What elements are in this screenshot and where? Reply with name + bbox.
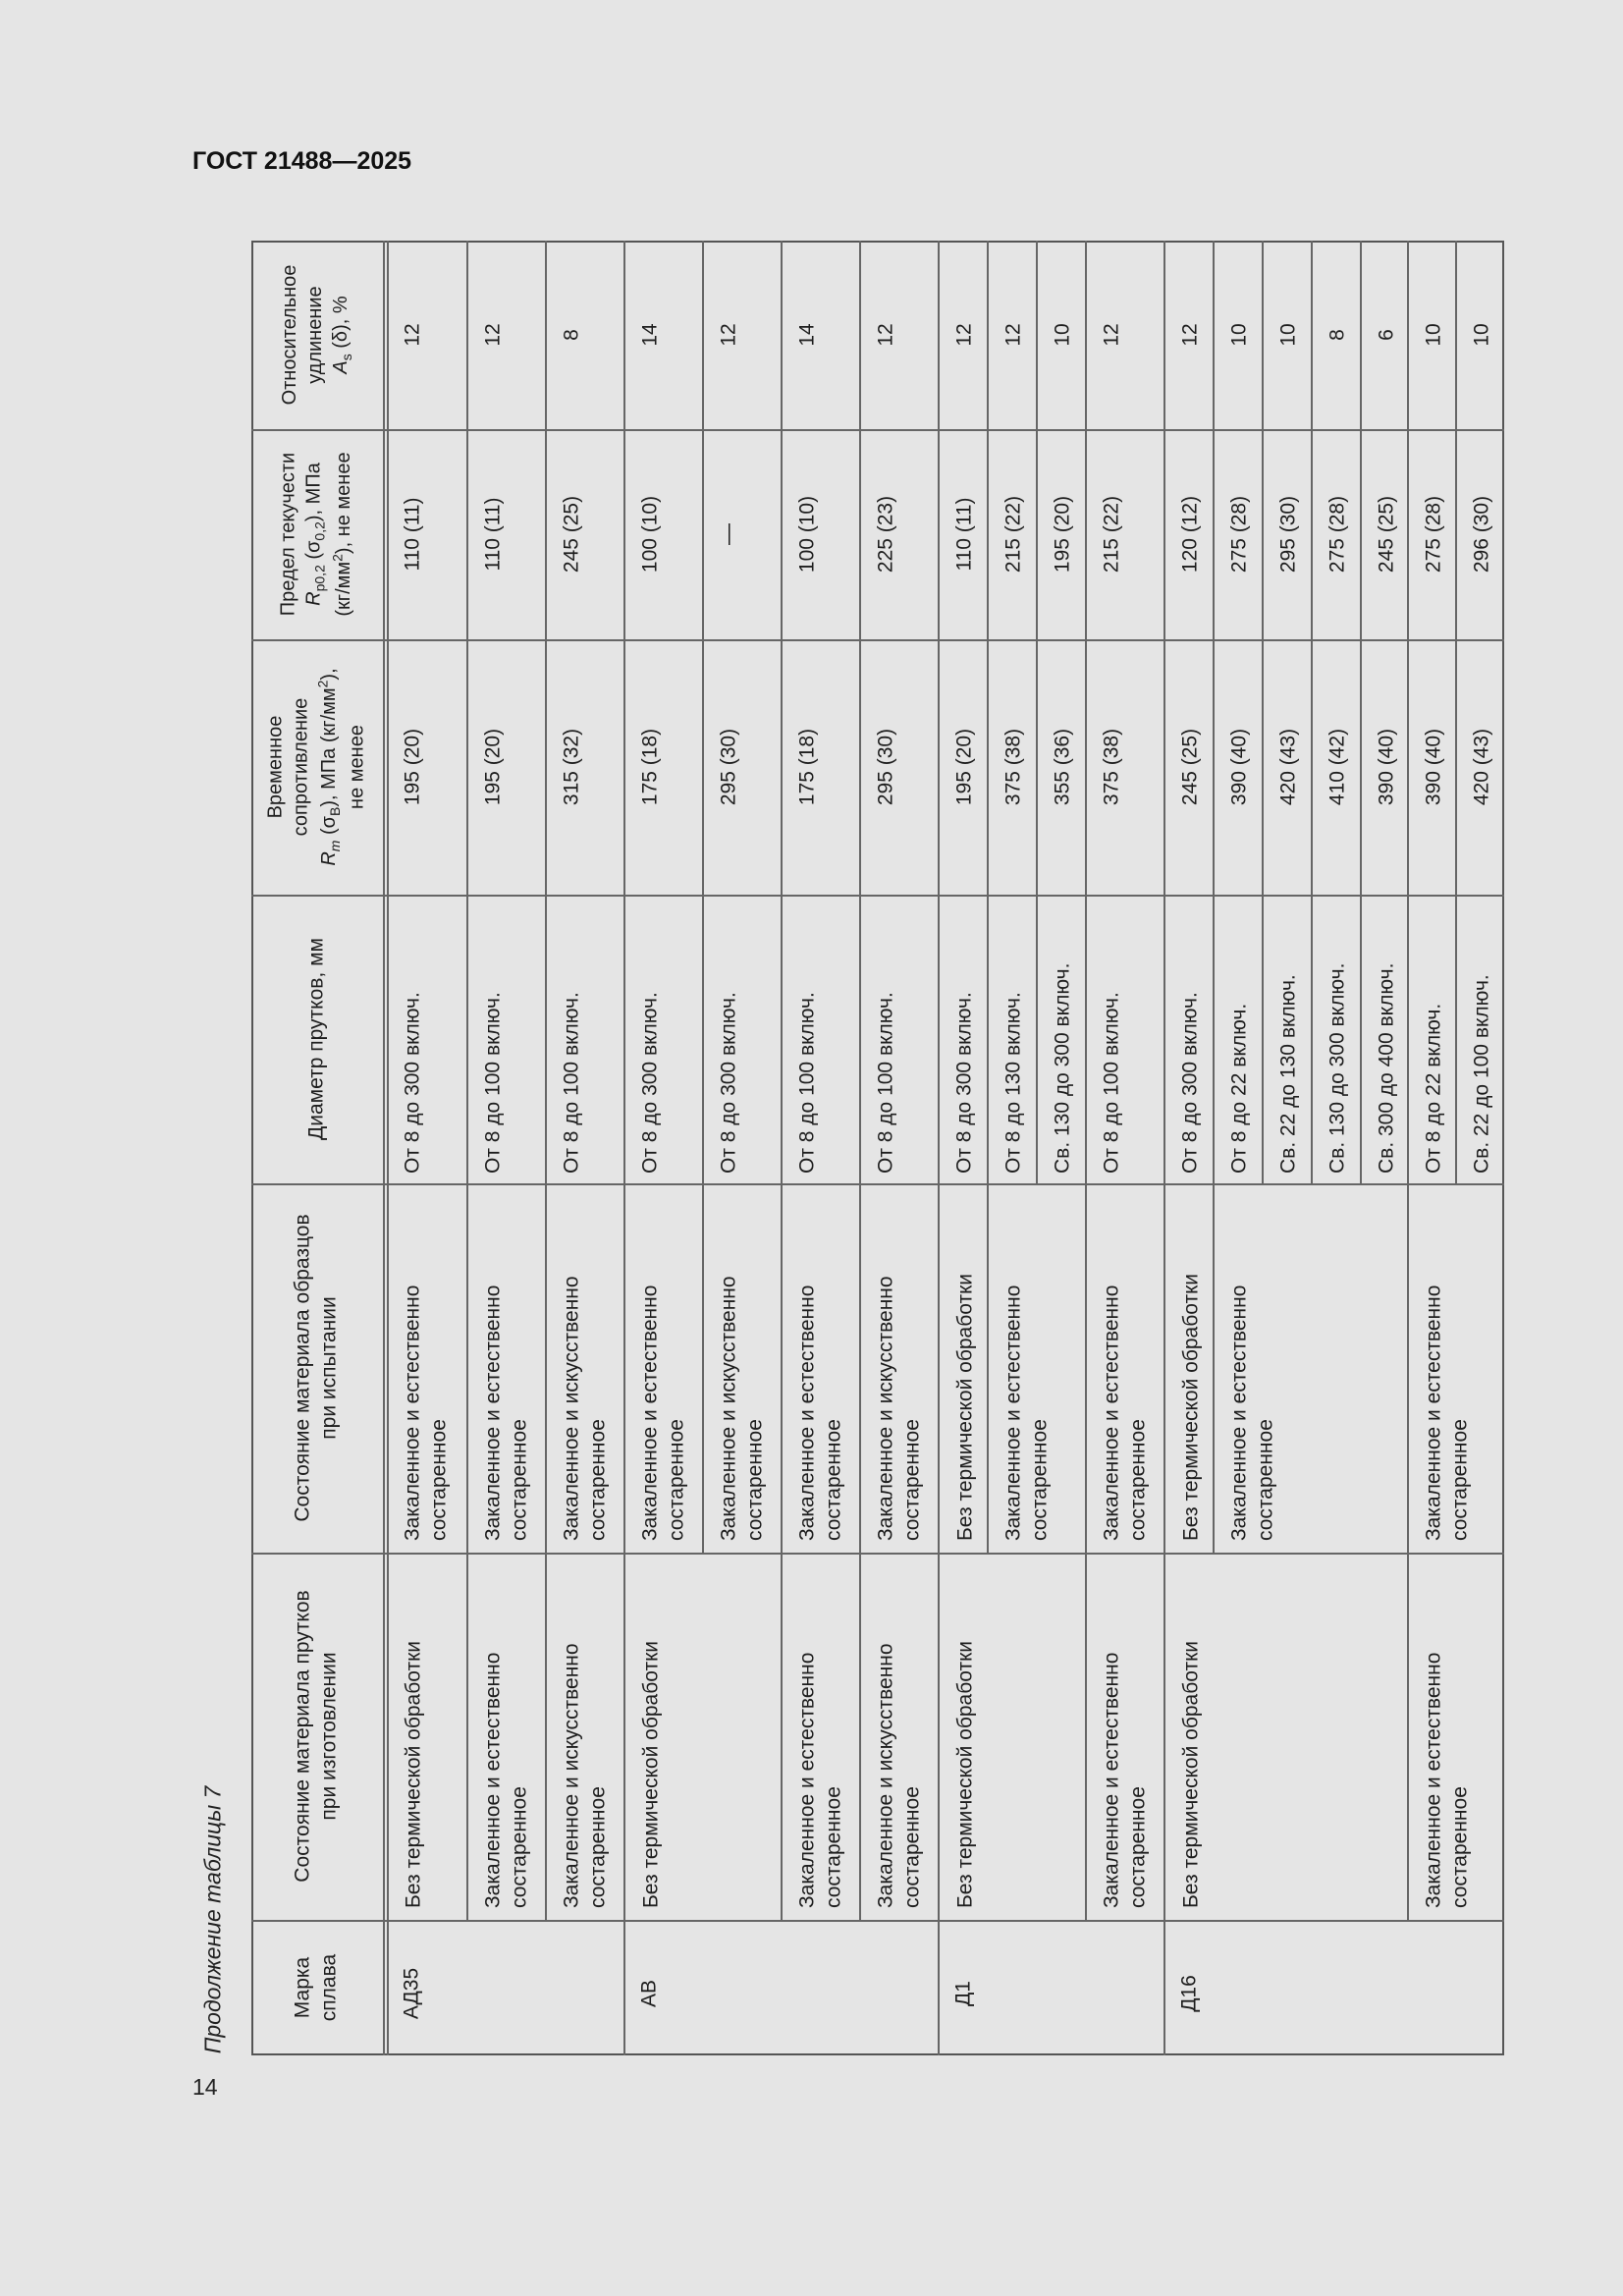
grid-line-vertical: [1085, 639, 1087, 895]
cell-tensile: 420 (43): [1470, 728, 1493, 806]
cell-diameter: От 8 до 100 включ.: [1100, 992, 1123, 1174]
header-tensile-line1: Временное: [264, 715, 287, 819]
grid-line-vertical: [545, 429, 547, 639]
grid-line-vertical: [859, 895, 861, 1183]
grid-line-vertical: [1311, 241, 1313, 429]
header-grade: Марка сплава: [291, 1953, 341, 2022]
grid-line-vertical: [1213, 241, 1215, 429]
grid-line-vertical: [781, 1553, 783, 1920]
cell-elongation: 8: [1325, 329, 1349, 341]
cell-tensile: 390 (40): [1227, 728, 1251, 806]
grid-line-vertical: [1085, 429, 1087, 639]
cell-yield: 225 (23): [874, 495, 897, 574]
header-yield-tail2: ), МПа: [302, 463, 325, 522]
grid-line-horizontal: [251, 1920, 1504, 1922]
grid-line-vertical: [1036, 241, 1038, 429]
grid-line-vertical: [938, 241, 940, 429]
cell-manufacture-state: Закаленное и искусственно состаренное: [874, 1643, 924, 1908]
grid-line-vertical: [1163, 1553, 1165, 1920]
cell-sample-state: Закаленное и естественно состаренное: [795, 1285, 845, 1541]
grid-line-vertical: [1407, 895, 1409, 1183]
header-tensile-line2: сопротивление: [290, 697, 312, 837]
grid-line-horizontal: [251, 639, 1504, 641]
cell-tensile: 410 (42): [1325, 728, 1349, 806]
cell-yield: 110 (11): [401, 497, 424, 572]
grid-line-vertical: [623, 1920, 625, 2055]
grid-line-vertical: [1455, 639, 1457, 895]
grid-line-horizontal: [251, 895, 1504, 897]
cell-sample-state: Без термической обработки: [952, 1273, 976, 1541]
cell-elongation: 10: [1227, 323, 1251, 347]
cell-sample-state: Закаленное и естественно состаренное: [1422, 1285, 1472, 1541]
grid-line-vertical: [1213, 429, 1215, 639]
cell-diameter: Св. 130 до 300 включ.: [1325, 962, 1349, 1174]
cell-yield: 245 (25): [1375, 495, 1398, 574]
cell-diameter: Св. 22 до 130 включ.: [1276, 974, 1300, 1174]
grid-line-vertical: [1360, 895, 1362, 1183]
cell-tensile: 175 (18): [795, 728, 819, 806]
cell-manufacture-state: Без термической обработки: [401, 1640, 424, 1908]
header-tensile-sub: m: [327, 840, 344, 852]
grid-line-vertical: [1407, 1183, 1409, 1553]
grid-line-vertical: [987, 429, 989, 639]
cell-tensile: 315 (32): [560, 728, 583, 806]
grid-line-vertical: [702, 429, 704, 639]
grade-label: АВ: [637, 1979, 661, 2008]
cell-elongation: 6: [1375, 329, 1398, 341]
header-yield-line3-tail: ), не менее: [333, 452, 355, 555]
header-yield-tail: (σ: [302, 540, 325, 566]
cell-diameter: От 8 до 100 включ.: [481, 992, 505, 1174]
grid-line-vertical: [987, 1183, 989, 1553]
grid-line-vertical: [781, 639, 783, 895]
grid-line-vertical: [1163, 241, 1165, 429]
cell-diameter: От 8 до 300 включ.: [638, 992, 662, 1174]
cell-yield: 110 (11): [481, 497, 505, 572]
grid-line-vertical: [1085, 241, 1087, 429]
cell-yield: 110 (11): [952, 497, 976, 572]
cell-sample-state: Без термической обработки: [1178, 1273, 1202, 1541]
cell-manufacture-state: Закаленное и естественно состаренное: [1422, 1652, 1472, 1908]
header-yield-sub: p0,2: [311, 565, 328, 592]
cell-yield: 245 (25): [560, 495, 583, 574]
header-yield-line3: (кг/мм: [333, 561, 355, 617]
cell-diameter: От 8 до 130 включ.: [1001, 992, 1025, 1174]
cell-yield: 120 (12): [1178, 495, 1202, 574]
cell-tensile: 295 (30): [717, 728, 740, 806]
grid-line-vertical: [1036, 429, 1038, 639]
grid-line-vertical: [938, 429, 940, 639]
cell-manufacture-state: Без термической обработки: [952, 1640, 976, 1908]
grid-line-horizontal: [251, 429, 1504, 431]
cell-elongation: 10: [1051, 323, 1074, 347]
grade-label: АД35: [400, 1967, 423, 2020]
cell-elongation: 10: [1422, 323, 1445, 347]
cell-diameter: От 8 до 300 включ.: [1178, 992, 1202, 1174]
grid-line-vertical: [702, 895, 704, 1183]
cell-diameter: От 8 до 22 включ.: [1422, 1003, 1445, 1174]
cell-tensile: 390 (40): [1422, 728, 1445, 806]
cell-sample-state: Закаленное и естественно состаренное: [1100, 1285, 1150, 1541]
grid-line-vertical: [781, 241, 783, 429]
grid-line-vertical: [1262, 241, 1264, 429]
header-yield-symbol: R: [302, 591, 325, 606]
grid-line-vertical: [545, 1183, 547, 1553]
cell-diameter: От 8 до 22 включ.: [1227, 1003, 1251, 1174]
cell-diameter: От 8 до 300 включ.: [952, 992, 976, 1174]
cell-diameter: Св. 22 до 100 включ.: [1470, 974, 1493, 1174]
grid-line-vertical: [545, 895, 547, 1183]
header-yield-sup: 2: [329, 554, 346, 562]
cell-tensile: 355 (36): [1051, 728, 1074, 806]
cell-yield: 215 (22): [1100, 495, 1123, 574]
cell-elongation: 12: [481, 323, 505, 347]
grid-line-vertical: [938, 1183, 940, 1553]
grade-label: Д1: [951, 1981, 975, 2006]
cell-elongation: 8: [560, 329, 583, 341]
cell-tensile: 195 (20): [952, 728, 976, 806]
grid-line-vertical: [859, 241, 861, 429]
grid-line-vertical: [1163, 895, 1165, 1183]
grid-line-vertical: [781, 895, 783, 1183]
grid-line-vertical: [1262, 639, 1264, 895]
grid-line-vertical: [623, 1553, 625, 1920]
grid-line-vertical: [466, 639, 468, 895]
cell-elongation: 12: [1100, 323, 1123, 347]
grid-line-horizontal: [251, 1183, 1504, 1185]
grid-line-vertical: [466, 1553, 468, 1920]
grid-line-vertical: [623, 895, 625, 1183]
cell-manufacture-state: Без термической обработки: [638, 1640, 662, 1908]
cell-diameter: От 8 до 100 включ.: [795, 992, 819, 1174]
grid-line-vertical: [1262, 895, 1264, 1183]
grid-line-vertical: [623, 639, 625, 895]
grid-line-vertical: [987, 895, 989, 1183]
grid-line-vertical: [1163, 1920, 1165, 2055]
grid-line-vertical: [702, 241, 704, 429]
grid-line-vertical: [1213, 639, 1215, 895]
cell-elongation: 10: [1470, 323, 1493, 347]
cell-elongation: 12: [1178, 323, 1202, 347]
cell-elongation: 12: [952, 323, 976, 347]
grid-line-vertical: [1163, 1183, 1165, 1553]
header-tensile-tail: (σ: [318, 815, 341, 841]
grid-line-vertical: [938, 1920, 940, 2055]
grid-line-vertical: [1163, 639, 1165, 895]
grid-line-vertical: [545, 241, 547, 429]
grid-line-vertical: [987, 241, 989, 429]
grid-line-vertical: [859, 639, 861, 895]
cell-manufacture-state: Закаленное и естественно состаренное: [795, 1652, 845, 1908]
cell-elongation: 12: [717, 323, 740, 347]
grid-line-vertical: [938, 639, 940, 895]
grid-line-vertical: [702, 1183, 704, 1553]
cell-tensile: 245 (25): [1178, 728, 1202, 806]
grid-line-horizontal: [251, 1553, 1504, 1555]
cell-yield: 275 (28): [1422, 495, 1445, 574]
cell-sample-state: Закаленное и искусственно состаренное: [717, 1276, 767, 1541]
grid-line-vertical: [702, 639, 704, 895]
grid-line-vertical: [1036, 639, 1038, 895]
cell-sample-state: Закаленное и естественно состаренное: [401, 1285, 451, 1541]
cell-yield: —: [715, 523, 740, 545]
grid-line-vertical: [987, 639, 989, 895]
cell-elongation: 14: [638, 323, 662, 347]
grid-line-vertical: [383, 241, 385, 2055]
grid-line-vertical: [1360, 241, 1362, 429]
grid-line-vertical: [859, 1183, 861, 1553]
cell-tensile: 195 (20): [481, 728, 505, 806]
grid-line-vertical: [545, 639, 547, 895]
cell-tensile: 390 (40): [1375, 728, 1398, 806]
cell-tensile: 375 (38): [1100, 728, 1123, 806]
cell-elongation: 14: [795, 323, 819, 347]
header-elong-line2: удлинение: [303, 286, 326, 384]
grid-line-vertical: [1360, 639, 1362, 895]
standard-header: ГОСТ 21488—2025: [192, 147, 412, 175]
cell-sample-state: Закаленное и естественно состаренное: [638, 1285, 688, 1541]
cell-yield: 295 (30): [1276, 495, 1300, 574]
header-elong-tail: (δ), %: [329, 296, 352, 355]
cell-diameter: От 8 до 100 включ.: [560, 992, 583, 1174]
grid-line-vertical: [1455, 241, 1457, 429]
cell-manufacture-state: Без термической обработки: [1178, 1640, 1202, 1908]
grid-line-vertical: [1407, 429, 1409, 639]
grid-line-vertical: [1455, 429, 1457, 639]
cell-sample-state: Закаленное и искусственно состаренное: [874, 1276, 924, 1541]
header-elongation: [277, 242, 355, 428]
header-yield-sub2: 0,2: [311, 521, 328, 541]
grid-line-vertical: [781, 1183, 783, 1553]
grid-line-vertical: [466, 1183, 468, 1553]
grid-line-vertical: [1213, 895, 1215, 1183]
grade-label: Д16: [1177, 1975, 1201, 2012]
header-tensile-sup: 2: [314, 680, 331, 688]
cell-elongation: 12: [401, 323, 424, 347]
grid-line-vertical: [387, 241, 389, 2055]
grid-line-vertical: [781, 429, 783, 639]
header-tensile-tail3: ),: [318, 668, 341, 681]
grid-line-vertical: [466, 429, 468, 639]
header-yield: [276, 431, 357, 637]
grid-line-vertical: [623, 429, 625, 639]
grid-line-vertical: [859, 1553, 861, 1920]
header-diameter: Диаметр прутков, мм: [304, 938, 328, 1140]
grid-line-vertical: [1262, 429, 1264, 639]
header-elong-sub: s: [338, 354, 354, 361]
grid-line-vertical: [938, 895, 940, 1183]
cell-tensile: 375 (38): [1001, 728, 1025, 806]
grid-line-vertical: [545, 1553, 547, 1920]
cell-tensile: 420 (43): [1276, 728, 1300, 806]
table-continuation-caption: Продолжение таблицы 7: [199, 1785, 226, 2054]
grid-line-vertical: [1407, 639, 1409, 895]
header-tensile-line4: не менее: [346, 725, 368, 809]
cell-sample-state: Закаленное и искусственно состаренное: [560, 1276, 610, 1541]
grid-line-vertical: [1311, 639, 1313, 895]
cell-yield: 195 (20): [1051, 495, 1074, 574]
cell-diameter: От 8 до 300 включ.: [717, 992, 740, 1174]
grid-line-vertical: [938, 1553, 940, 1920]
cell-elongation: 10: [1276, 323, 1300, 347]
header-tensile-tail2: ), МПа (кг/мм: [318, 687, 341, 807]
cell-diameter: Св. 300 до 400 включ.: [1375, 962, 1398, 1174]
header-elong-symbol: A: [329, 360, 352, 374]
cell-diameter: От 8 до 300 включ.: [401, 992, 424, 1174]
cell-sample-state: Закаленное и естественно состаренное: [1227, 1285, 1277, 1541]
grid-line-vertical: [1407, 241, 1409, 429]
cell-elongation: 12: [1001, 323, 1025, 347]
cell-tensile: 295 (30): [874, 728, 897, 806]
cell-manufacture-state: Закаленное и естественно состаренное: [1100, 1652, 1150, 1908]
cell-tensile: 195 (20): [401, 728, 424, 806]
cell-yield: 275 (28): [1227, 495, 1251, 574]
cell-diameter: Св. 130 до 300 включ.: [1051, 962, 1074, 1174]
header-manufacture-state: Состояние материала прутков при изготовлении: [291, 1590, 341, 1883]
grid-line-vertical: [466, 895, 468, 1183]
header-tensile: [263, 644, 370, 890]
grid-line-vertical: [1455, 895, 1457, 1183]
cell-manufacture-state: Закаленное и искусственно состаренное: [560, 1643, 610, 1908]
grid-line-vertical: [1407, 1553, 1409, 1920]
grid-line-vertical: [859, 429, 861, 639]
grid-line-vertical: [1311, 429, 1313, 639]
cell-yield: 100 (10): [638, 495, 662, 574]
cell-yield: 100 (10): [795, 495, 819, 574]
header-yield-line1: Предел текучести: [277, 452, 299, 617]
page-number: 14: [192, 2074, 218, 2100]
cell-yield: 296 (30): [1470, 495, 1493, 574]
header-tensile-sub2: В: [327, 806, 344, 816]
header-sample-state: Состояние материала образцов при испытании: [291, 1214, 341, 1522]
grid-line-vertical: [1163, 429, 1165, 639]
cell-yield: 275 (28): [1325, 495, 1349, 574]
cell-diameter: От 8 до 100 включ.: [874, 992, 897, 1174]
grid-line-vertical: [1311, 895, 1313, 1183]
cell-sample-state: Закаленное и естественно состаренное: [1001, 1285, 1052, 1541]
grid-line-vertical: [466, 241, 468, 429]
grid-line-vertical: [623, 1183, 625, 1553]
grid-line-vertical: [1085, 895, 1087, 1183]
cell-yield: 215 (22): [1001, 495, 1025, 574]
cell-elongation: 12: [874, 323, 897, 347]
grid-line-vertical: [1085, 1553, 1087, 1920]
header-elong-line1: Относительное: [278, 264, 300, 406]
grid-line-vertical: [1085, 1183, 1087, 1553]
header-tensile-symbol: R: [318, 851, 341, 866]
grid-line-vertical: [1036, 895, 1038, 1183]
cell-manufacture-state: Закаленное и естественно состаренное: [481, 1652, 531, 1908]
cell-sample-state: Закаленное и естественно состаренное: [481, 1285, 531, 1541]
cell-tensile: 175 (18): [638, 728, 662, 806]
grid-line-vertical: [1360, 429, 1362, 639]
grid-line-vertical: [1213, 1183, 1215, 1553]
grid-line-vertical: [623, 241, 625, 429]
